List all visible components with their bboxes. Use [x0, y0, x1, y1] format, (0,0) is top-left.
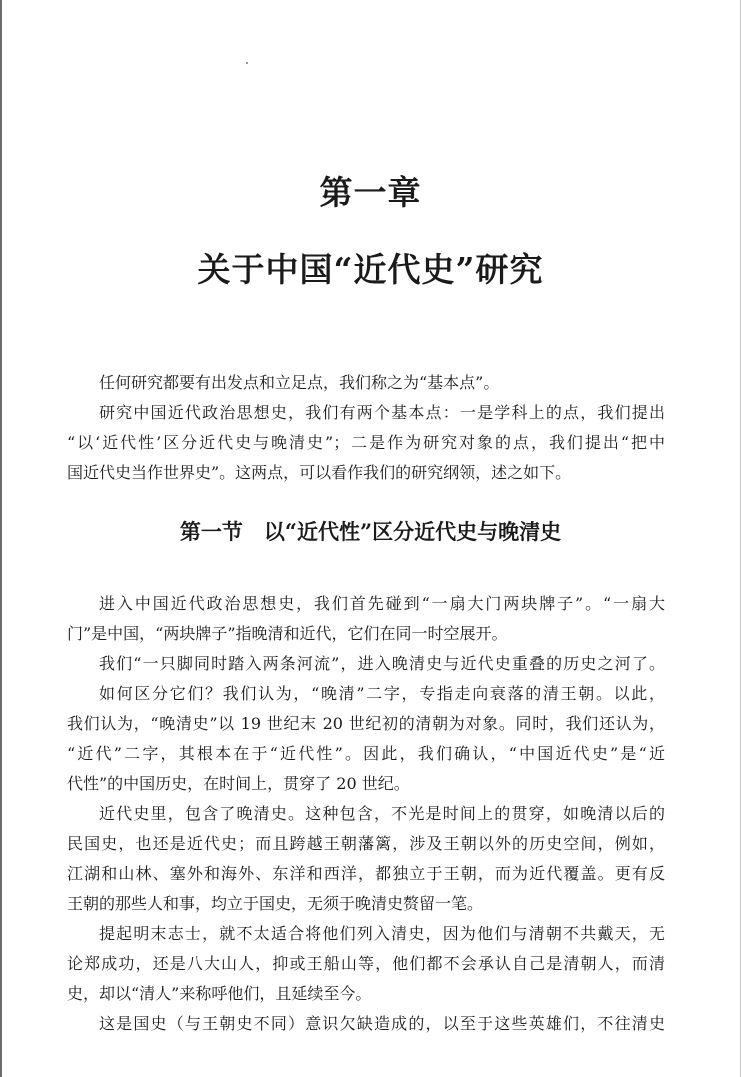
intro-line: 研究中国近代政治思想史，我们有两个基本点：一是学科上的点，我们提出 — [99, 403, 665, 422]
body-line: 门”是中国，“两块牌子”指晚清和近代，它们在同一时空展开。 — [67, 624, 508, 643]
body-line: 民国史，也还是近代史；而且跨越王朝藩篱，涉及王朝以外的历史空间，例如， — [67, 834, 665, 853]
body-line: “近代”二字，其根本在于“近代性”。因此，我们确认，“中国近代史”是“近 — [67, 744, 665, 763]
body-line: 近代史里，包含了晚清史。这种包含，不光是时间上的贯穿，如晚清以后的 — [99, 804, 665, 823]
body-line: 我们“一只脚同时踏入两条河流”，进入晚清史与近代史重叠的历史之河了。 — [99, 654, 665, 673]
intro-line: “以‘近代性’区分近代史与晚清史”；二是作为研究对象的点，我们提出“把中 — [67, 433, 665, 452]
body-line: 我们认为，“晚清史”以 19 世纪末 20 世纪初的清朝为对象。同时，我们还认为， — [67, 714, 665, 733]
intro-line: 任何研究都要有出发点和立足点，我们称之为“基本点”。 — [99, 373, 500, 392]
body-line: 进入中国近代政治思想史，我们首先碰到“一扇大门两块牌子”。“一扇大 — [99, 594, 665, 613]
body-line: 江湖和山林、塞外和海外、东洋和西洋，都独立于王朝，而为近代覆盖。更有反 — [67, 864, 665, 883]
section-title: 第一节 以“近代性”区分近代史与晚清史 — [179, 519, 562, 544]
body-line: 如何区分它们？我们认为，“晚清”二字，专指走向衰落的清王朝。以此， — [99, 684, 665, 703]
body-line: 论郑成功，还是八大山人，抑或王船山等，他们都不会承认自己是清朝人，而清 — [67, 954, 665, 973]
body-line: 史，却以“清人”来称呼他们，且延续至今。 — [67, 984, 372, 1003]
body-line: 提起明末志士，就不太适合将他们列入清史，因为他们与清朝不共戴天，无 — [99, 924, 665, 943]
intro-line: 国近代史当作世界史”。这两点，可以看作我们的研究纲领，述之如下。 — [67, 463, 572, 482]
body-line: 代性”的中国历史，在时间上，贯穿了 20 世纪。 — [67, 774, 410, 793]
body-line: 王朝的那些人和事，均立于国史，无须于晚清史赘留一笔。 — [67, 894, 484, 913]
chapter-title: 关于中国“近代史”研究 — [197, 250, 544, 289]
scan-speck — [246, 62, 248, 64]
body-line: 这是国史（与王朝史不同）意识欠缺造成的，以至于这些英雄们，不往清史 — [99, 1014, 665, 1033]
chapter-number: 第一章 — [319, 173, 422, 212]
